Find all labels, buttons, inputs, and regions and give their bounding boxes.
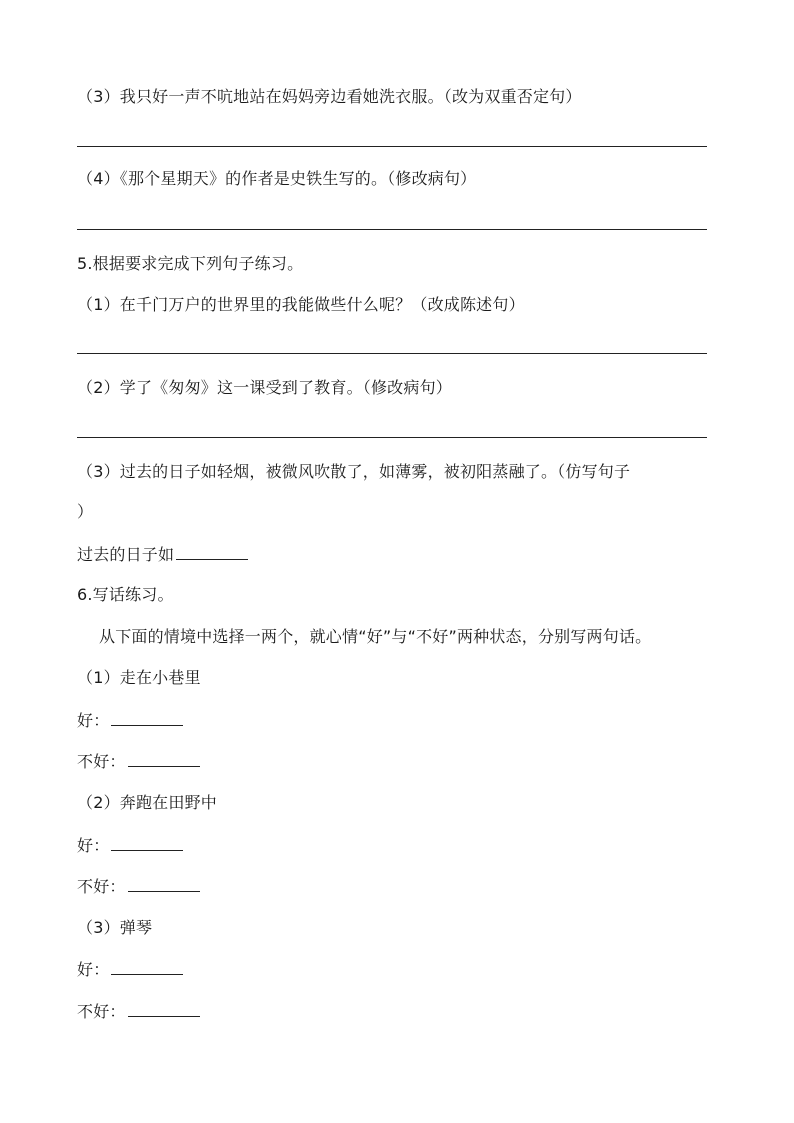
good-blank[interactable] bbox=[111, 709, 183, 726]
bad-blank[interactable] bbox=[128, 875, 200, 892]
question-5-3-line-1: （3）过去的日子如轻烟，被微风吹散了，如薄雾，被初阳蒸融了。（仿写句子 bbox=[77, 462, 631, 481]
good-blank[interactable] bbox=[111, 958, 183, 975]
question-5-title: 5.根据要求完成下列句子练习。 bbox=[77, 254, 304, 273]
scenario-1: （1）走在小巷里 bbox=[77, 668, 201, 687]
question-5-2: （2）学了《匆匆》这一课受到了教育。（修改病句） bbox=[77, 378, 452, 397]
scenario-2-bad bbox=[77, 875, 200, 898]
answer-line-5-1[interactable] bbox=[77, 353, 707, 354]
bad-label: 不好： bbox=[77, 877, 126, 896]
imitation-prompt bbox=[77, 543, 248, 566]
bad-label: 不好： bbox=[77, 752, 126, 771]
imitation-blank[interactable] bbox=[176, 543, 248, 560]
answer-line-4-3[interactable] bbox=[77, 146, 707, 147]
good-label: 好： bbox=[77, 960, 110, 979]
question-6-instruction: 从下面的情境中选择一两个，就心情“好”与“不好”两种状态，分别写两句话。 bbox=[99, 627, 652, 646]
good-label: 好： bbox=[77, 836, 110, 855]
question-5-3-line-2: ） bbox=[77, 502, 94, 521]
question-4-4: （4）《那个星期天》的作者是史铁生写的。（修改病句） bbox=[77, 169, 477, 188]
question-5-1: （1）在千门万户的世界里的我能做些什么呢？（改成陈述句） bbox=[77, 295, 525, 314]
bad-label: 不好： bbox=[77, 1002, 126, 1021]
bad-blank[interactable] bbox=[128, 1000, 200, 1017]
question-6-title: 6.写话练习。 bbox=[77, 585, 174, 604]
good-label: 好： bbox=[77, 711, 110, 730]
scenario-1-bad bbox=[77, 750, 200, 773]
scenario-2: （2）奔跑在田野中 bbox=[77, 793, 217, 812]
scenario-3-good bbox=[77, 958, 183, 981]
answer-line-4-4[interactable] bbox=[77, 229, 707, 230]
answer-line-5-2[interactable] bbox=[77, 437, 707, 438]
imitation-prompt-text: 过去的日子如 bbox=[77, 545, 175, 564]
good-blank[interactable] bbox=[111, 834, 183, 851]
bad-blank[interactable] bbox=[128, 750, 200, 767]
scenario-1-good bbox=[77, 709, 183, 732]
question-4-3: （3）我只好一声不吭地站在妈妈旁边看她洗衣服。（改为双重否定句） bbox=[77, 87, 582, 106]
scenario-2-good bbox=[77, 834, 183, 857]
scenario-3-bad bbox=[77, 1000, 200, 1023]
scenario-3: （3）弹琴 bbox=[77, 918, 153, 937]
